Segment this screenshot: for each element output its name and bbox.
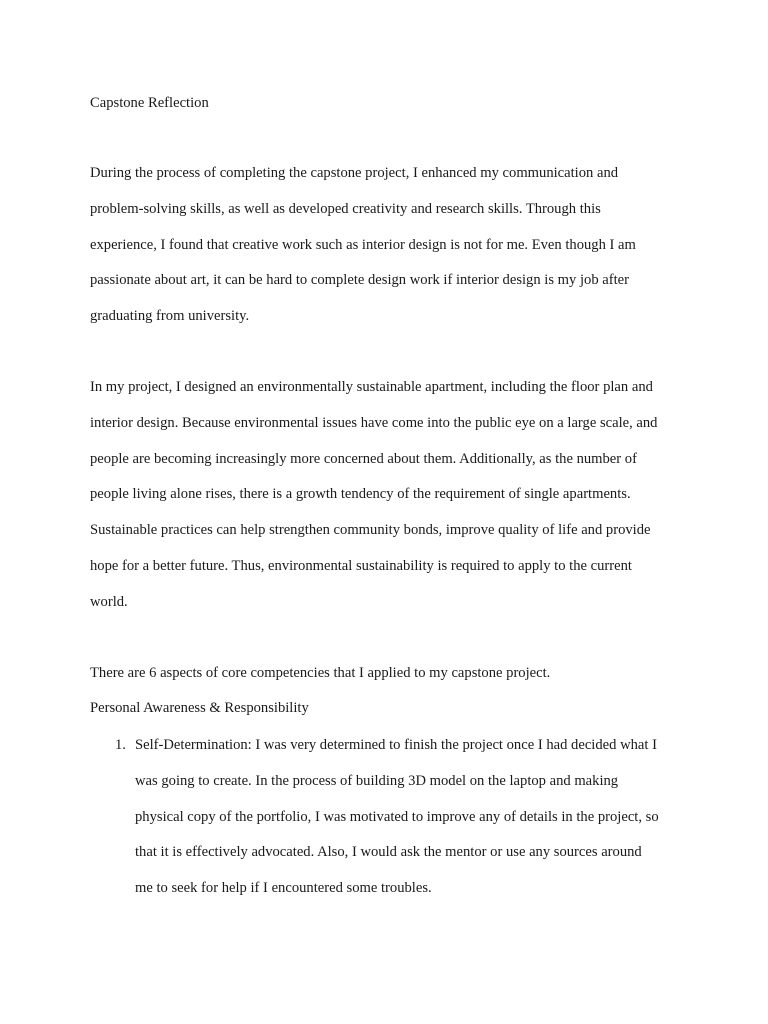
paragraph-2-line: world. xyxy=(90,593,128,610)
paragraph-2-line: Sustainable practices can help strengthen community bonds, improve quality of life and provide xyxy=(90,522,651,539)
competency-list xyxy=(90,728,659,907)
list-item-line: me to seek for help if I encountered some troubles. xyxy=(135,880,432,897)
list-item-line: was going to create. In the process of building 3D model on the laptop and making xyxy=(135,772,619,789)
paragraph-2-line: people are becoming increasingly more concerned about them. Additionally, as the number of xyxy=(90,450,637,467)
document-title: Capstone Reflection xyxy=(90,95,209,111)
paragraph-2-line: people living alone rises, there is a growth tendency of the requirement of single apartments. xyxy=(90,486,631,503)
paragraph-2-line: In my project, I designed an environmentally sustainable apartment, including the floor plan and xyxy=(90,379,653,395)
paragraph-1-line: graduating from university. xyxy=(90,308,250,325)
paragraph-1 xyxy=(90,156,690,335)
list-item-line: physical copy of the portfolio, I was motivated to improve any of details in the project, so xyxy=(135,808,659,825)
list-number: 1. xyxy=(115,737,126,753)
competencies-intro: There are 6 aspects of core competencies that I applied to my capstone project. xyxy=(90,665,551,681)
paragraph-1-line: During the process of completing the capstone project, I enhanced my communication and xyxy=(90,165,619,181)
paragraph-2-line: hope for a better future. Thus, environmental sustainability is required to apply to the current xyxy=(90,557,632,574)
list-item-line: Self-Determination: I was very determined to finish the project once I had decided what I xyxy=(135,737,657,753)
paragraph-1-line: problem-solving skills, as well as developed creativity and research skills. Through this xyxy=(90,200,601,217)
paragraph-2 xyxy=(90,370,690,621)
paragraph-1-line: passionate about art, it can be hard to complete design work if interior design is my job after xyxy=(90,272,630,289)
paragraph-1-line: experience, I found that creative work such as interior design is not for me. Even though I am xyxy=(90,236,636,253)
paragraph-2-line: interior design. Because environmental issues have come into the public eye on a large scale, and xyxy=(90,414,658,431)
list-item-line: that it is effectively advocated. Also, I would ask the mentor or use any sources around xyxy=(135,844,642,861)
section-heading: Personal Awareness & Responsibility xyxy=(90,700,309,716)
list-item xyxy=(90,728,659,907)
